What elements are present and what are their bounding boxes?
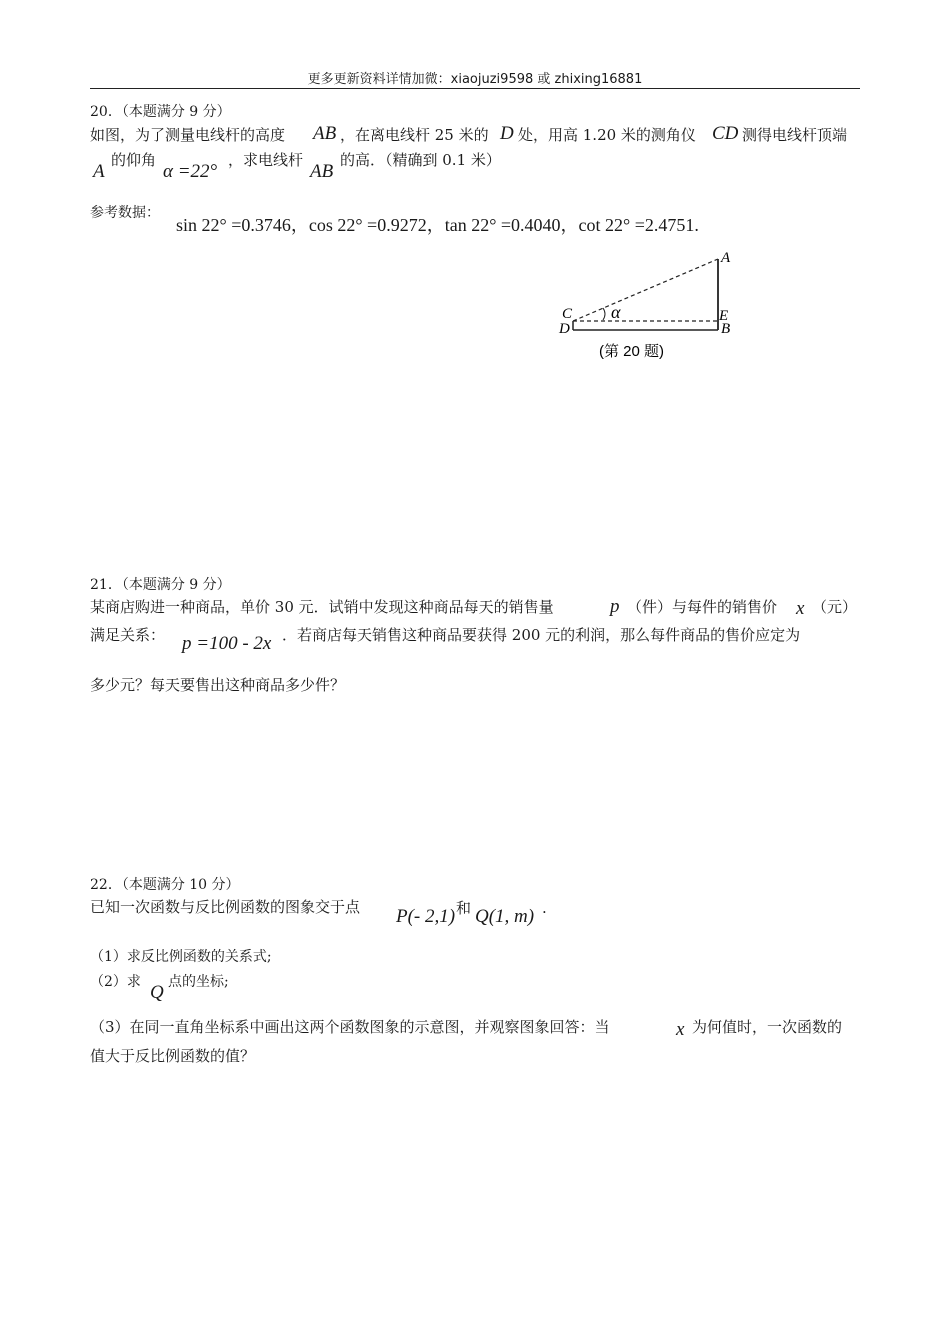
q20-line2-c: 的高．（精确到 0.1 米） bbox=[340, 151, 501, 169]
page-header: 更多更新资料详情加微：xiaojuzi9598 或 zhixing16881 bbox=[307, 72, 643, 87]
q20-var-CD: CD bbox=[712, 123, 739, 144]
q22-subq2-a: （2）求 bbox=[90, 974, 141, 990]
q20-label-C: C bbox=[562, 306, 573, 322]
q20-label-D: D bbox=[559, 321, 570, 337]
q20-line1-c: 处，用高 1.20 米的测角仪 bbox=[518, 126, 696, 144]
q21-line1-c: （元） bbox=[812, 598, 858, 616]
q21-line1-b: （件）与每件的销售价 bbox=[627, 598, 778, 616]
q20-title: 20．（本题满分 9 分） bbox=[90, 104, 231, 120]
q20-var-D: D bbox=[500, 123, 514, 144]
q21-line3: 多少元？每天要售出这种商品多少件？ bbox=[90, 676, 346, 694]
q20-label-E: E bbox=[719, 308, 729, 324]
q20-figure bbox=[555, 248, 755, 368]
q20-alpha-eq: α =22° bbox=[163, 161, 218, 182]
q20-figure-caption: (第 20 题) bbox=[599, 343, 665, 360]
header-rule bbox=[90, 88, 860, 89]
q22-subq2-b: 点的坐标; bbox=[168, 974, 229, 990]
q22-title: 22．（本题满分 10 分） bbox=[90, 877, 240, 893]
q21-line2-b: ．若商店每天销售这种商品要获得 200 元的利润，那么每件商品的售价应定为 bbox=[282, 626, 801, 644]
q22-subq3-c: 值大于反比例函数的值？ bbox=[90, 1047, 256, 1065]
q20-label-alpha: α bbox=[611, 302, 621, 322]
q22-point-Q: Q(1, m) bbox=[475, 906, 535, 927]
q21-var-p: p bbox=[610, 596, 620, 617]
q21-title: 21．（本题满分 9 分） bbox=[90, 577, 231, 593]
q22-and: 和 bbox=[456, 899, 472, 917]
q22-subq3-a: （3）在同一直角坐标系中画出这两个函数图象的示意图，并观察图象回答：当 bbox=[90, 1018, 610, 1036]
q21-equation: p =100 - 2x bbox=[182, 633, 272, 654]
q22-point-P: P(- 2,1) bbox=[396, 906, 456, 927]
q22-subq3-b: 为何值时，一次函数的 bbox=[692, 1018, 843, 1036]
q20-line1-b: ，在离电线杆 25 米的 bbox=[340, 126, 489, 144]
q21-line2-a: 满足关系： bbox=[90, 626, 166, 644]
q20-var-AB2: AB bbox=[310, 161, 334, 182]
q20-ref-values: sin 22° =0.3746，cos 22° =0.9272，tan 22° =0.4040，cot 22° =2.4751. bbox=[176, 215, 699, 235]
q20-var-AB: AB bbox=[313, 123, 337, 144]
q22-subq3-x: x bbox=[676, 1019, 685, 1040]
q22-subq1: （1）求反比例函数的关系式; bbox=[90, 949, 272, 965]
q20-label-B: B bbox=[721, 321, 731, 337]
q22-line1-end: . bbox=[542, 899, 547, 917]
q20-sightline bbox=[573, 259, 718, 321]
q20-line1-a: 如图，为了测量电线杆的高度 bbox=[90, 126, 286, 144]
q20-var-A: A bbox=[93, 161, 105, 182]
q20-line1-d: 测得电线杆顶端 bbox=[742, 126, 848, 144]
q20-line2-b: ，求电线杆 bbox=[228, 151, 304, 169]
q20-ref-label: 参考数据： bbox=[90, 205, 160, 221]
q22-line1-a: 已知一次函数与反比例函数的图象交于点 bbox=[90, 898, 361, 916]
q22-subq2-Q: Q bbox=[150, 982, 164, 1003]
q20-line2-a: 的仰角 bbox=[111, 151, 157, 169]
q20-angle-arc bbox=[603, 308, 605, 320]
q21-line1-a: 某商店购进一种商品，单价 30 元．试销中发现这种商品每天的销售量 bbox=[90, 598, 554, 616]
q20-label-A: A bbox=[721, 250, 731, 266]
q21-var-x: x bbox=[796, 598, 805, 619]
